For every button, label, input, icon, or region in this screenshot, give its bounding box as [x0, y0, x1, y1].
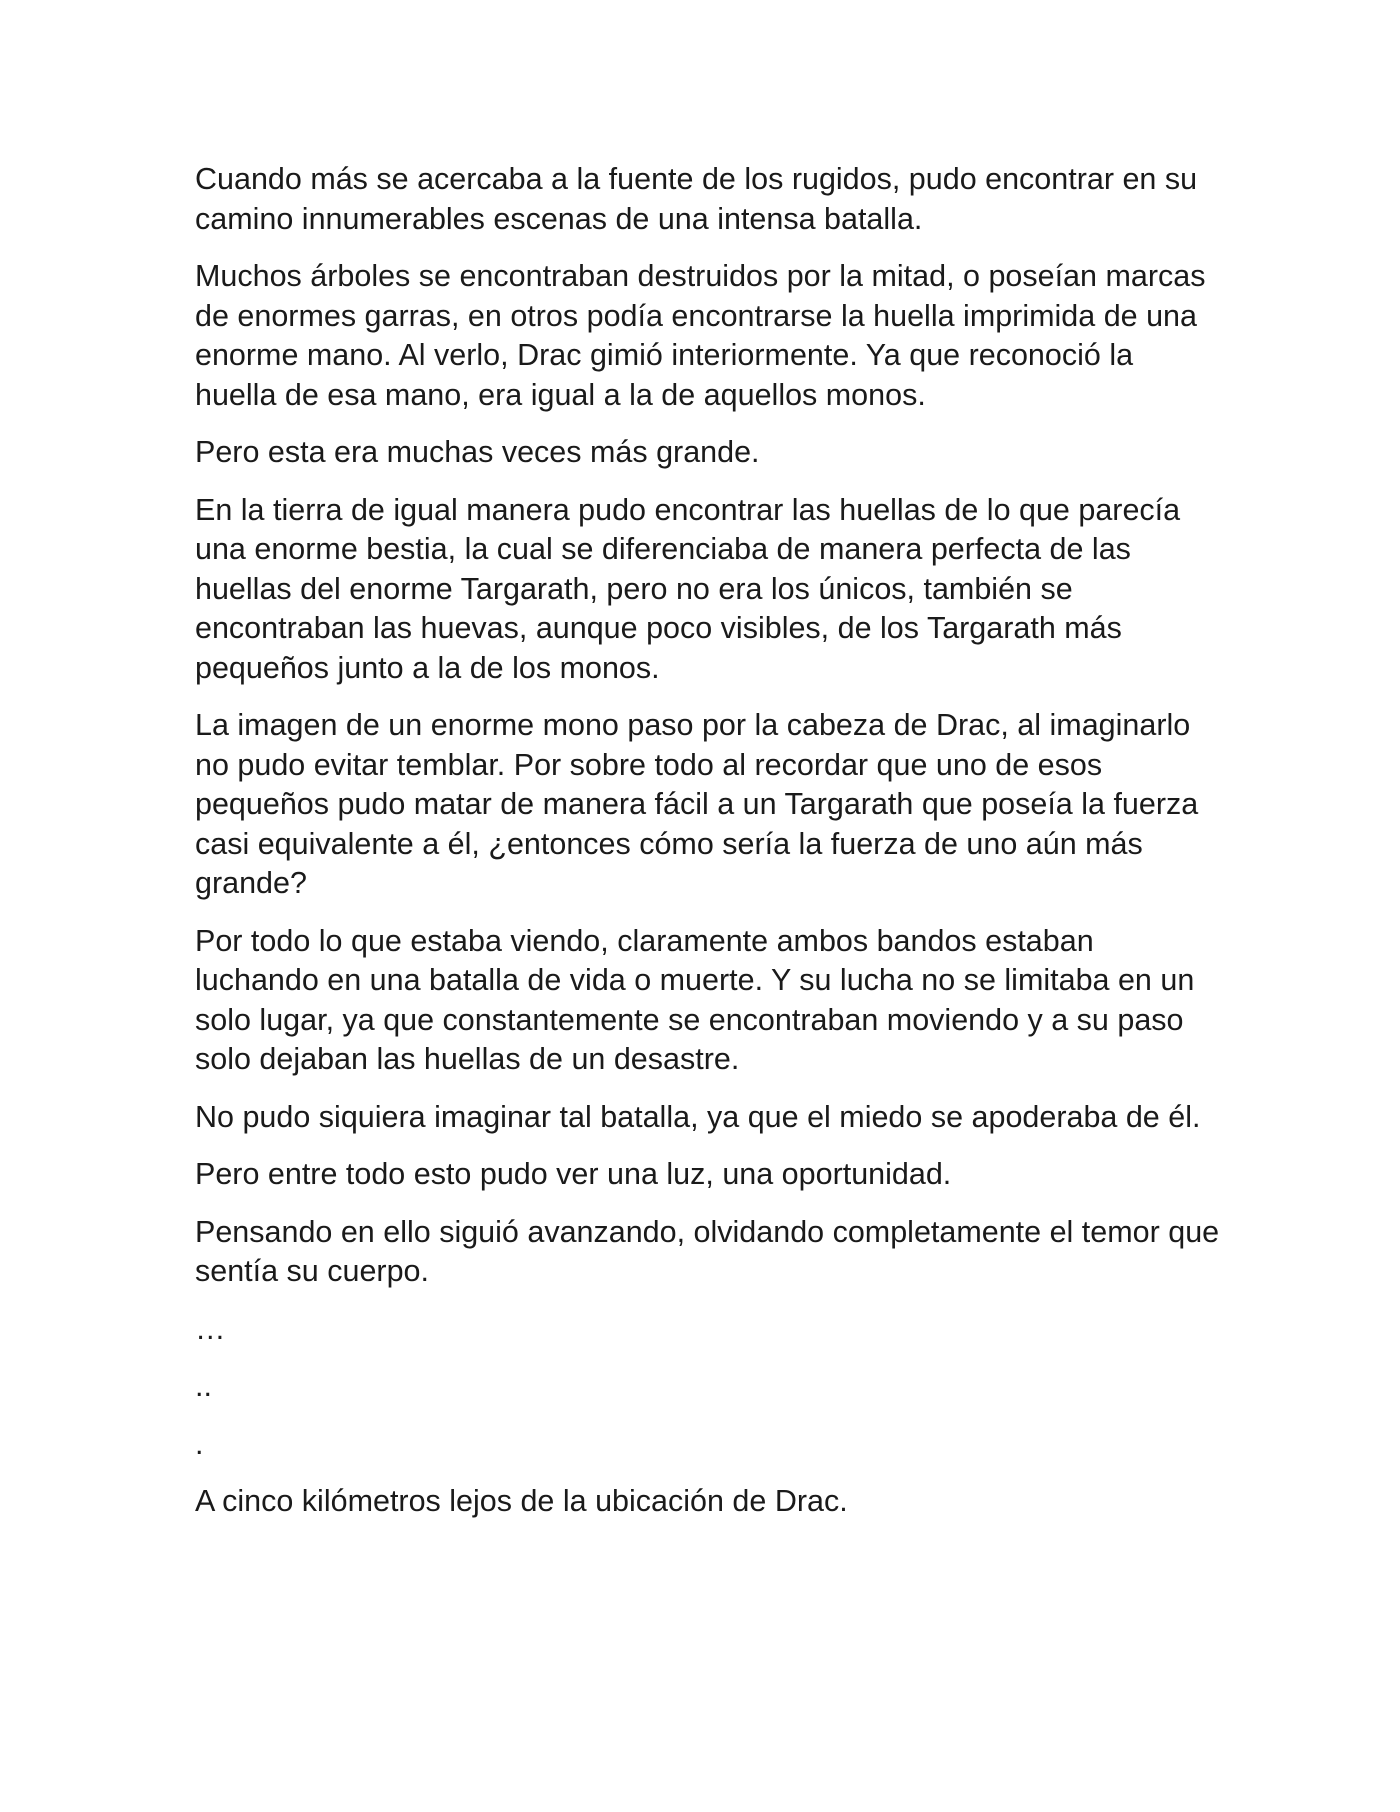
paragraph-8: Pero entre todo esto pudo ver una luz, una oportunidad.: [195, 1157, 952, 1191]
paragraph-7: No pudo siquiera imaginar tal batalla, ya que el miedo se apoderaba de él.: [195, 1099, 1201, 1134]
scene-break-ellipsis: …: [195, 1311, 226, 1346]
scene-break-single-dot: .: [195, 1426, 204, 1461]
scene-break-double-dot: ..: [195, 1369, 212, 1403]
paragraph-2: Muchos árboles se encontraban destruidos por la mitad, o poseían marcas de enormes garras, en otros podía encontrarse la huella imprimida de una enorme mano. Al verlo, Drac gimió interiormente. Ya que reconoció la huella de esa mano, era igual a la de aquellos monos.: [195, 259, 1206, 412]
paragraph-9: Pensando en ello siguió avanzando, olvidando completamente el temor que sentía su cuerpo.: [195, 1214, 1220, 1288]
paragraph-10: A cinco kilómetros lejos de la ubicación de Drac.: [195, 1484, 848, 1518]
paragraph-3: Pero esta era muchas veces más grande.: [195, 435, 760, 469]
paragraph-4: En la tierra de igual manera pudo encontrar las huellas de lo que parecía una enorme bestia, la cual se diferenciaba de manera perfecta de las huellas del enorme Targarath, pero no era los únicos, también se encontraban las huevas, aunque poco visibles, de los Targarath más pequeños junto a la de los monos.: [195, 492, 1181, 685]
document-page: [195, 160, 1220, 1540]
paragraph-6: Por todo lo que estaba viendo, claramente ambos bandos estaban luchando en una batalla de vida o muerte. Y su lucha no se limitaba en un solo lugar, ya que constantemente se encontraban moviendo y a su paso solo dejaban las huellas de un desastre.: [195, 923, 1195, 1076]
paragraph-5: La imagen de un enorme mono paso por la cabeza de Drac, al imaginarlo no pudo evitar temblar. Por sobre todo al recordar que uno de esos pequeños pudo matar de manera fácil a un Targarath que poseía la fuerza casi equivalente a él, ¿entonces cómo sería la fuerza de uno aún más grande?: [195, 708, 1199, 900]
paragraph-1: Cuando más se acercaba a la fuente de los rugidos, pudo encontrar en su camino innumerables escenas de una intensa batalla.: [195, 162, 1198, 236]
